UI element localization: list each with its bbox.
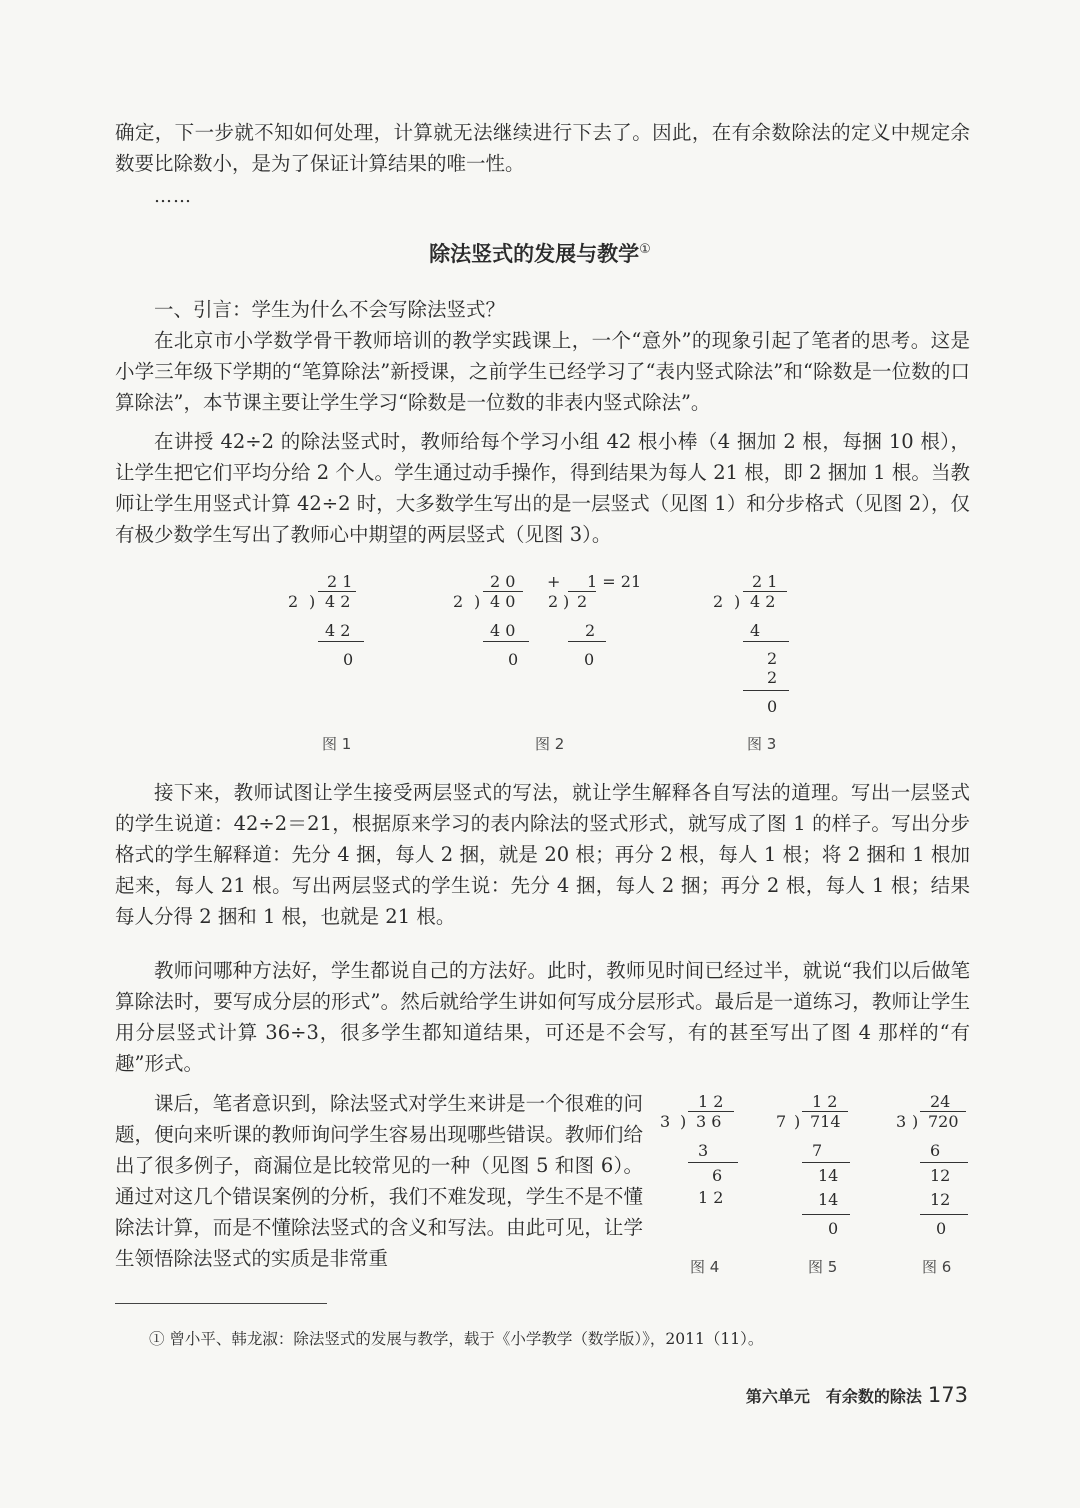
fig2-dividend-2: 2 [577,592,588,611]
fig3-subtrahend-2: 2 [767,668,778,687]
fig6-divisor: 3 [896,1112,907,1131]
fig2-plus: + [547,572,561,591]
paragraph-5: 课后，笔者意识到，除法竖式对学生来讲是一个很难的问题，便向来听课的教师询问学生容易出现哪些错误。教师们给出了很多例子，商漏位是比较常见的一种（见图 5 和图 6）。通过对这几个错误案例的分析，我们不难发现，学生不是不懂除法计算，而是不懂除法竖式的含义和写法。由此可见，让学生领悟除法竖式的实质是非常重 [115,1092,643,1270]
fig5-dividend: 714 [810,1112,841,1131]
fig2-divisor-2: 2 [548,592,559,611]
fig5-step-2: 14 [818,1190,839,1209]
fig2-caption: 图 2 [535,735,565,753]
fig5-line-1 [802,1162,850,1163]
fig2-subtrahend-1: 4 0 [490,621,516,640]
page-number: 173 [927,1383,968,1407]
fig2-divisor-1: 2 [453,592,464,611]
fig6-line-2 [920,1214,968,1215]
fig2-quotient-1: 2 0 [490,572,516,591]
fig3-bring-down: 2 [767,649,778,668]
page-footer [746,1383,968,1407]
fig2-remainder-2: 0 [584,650,595,669]
fig1-caption: 图 1 [322,735,352,753]
fig4-divisor: 3 [660,1112,671,1131]
ellipsis: …… [154,186,192,207]
paragraph-4: 教师问哪种方法好，学生都说自己的方法好。此时，教师见时间已经过半，就说“我们以后做笔算除法时，要写成分层的形式”。然后就给学生讲如何写成分层形式。最后是一道练习，教师让学生用分层竖式计算 36÷3，很多学生都知道结果，可还是不会写，有的甚至写出了图 4 那样的“有趣”形式。 [115,959,970,1075]
fig4-subtrahend: 3 [698,1141,709,1160]
figure-2 [450,570,650,720]
fig5-subtrahend: 7 [812,1141,823,1160]
fig2-line-1 [483,641,529,642]
fig3-quotient: 2 1 [752,572,778,591]
fig2-dividend-1: 4 0 [490,592,516,611]
fig5-remainder: 0 [828,1219,839,1238]
fig3-divisor: 2 [713,592,724,611]
fig6-step-1: 12 [930,1166,951,1185]
fig6-step-2: 12 [930,1190,951,1209]
paragraph-2: 在讲授 42÷2 的除法竖式时，教师给每个学习小组 42 根小棒（4 捆加 2 根，每捆 10 根），让学生把它们平均分给 2 个人。学生通过动手操作，得到结果为每人 21 根，即 2 捆加 1 根。当教师让学生用竖式计算 42÷2 时，大多数学生写出的是一层竖式（见图 1）和分步格式（见图 2），仅有极少数学生写出了教师心中期望的两层竖式（见图 3）。 [115,430,970,546]
fig5-quotient: 1 2 [812,1092,838,1111]
fig6-bracket: ) [912,1112,919,1131]
paragraph-3: 接下来，教师试图让学生接受两层竖式的写法，就让学生解释各自写法的道理。写出一层竖式的学生说道：42÷2＝21，根据原来学习的表内除法的竖式形式，就写成了图 1 的样子。写出分步格式的学生解释道：先分 4 捆，每人 2 捆，就是 20 根；再分 2 根，每人 1 根；将 2 捆和 1 根加起来，每人 21 根。写出两层竖式的学生说：先分 4 捆，每人 2 捆；再分 2 根，每人 1 根；结果每人分得 2 捆和 1 根，也就是 21 根。 [115,781,970,928]
fig1-line [318,641,364,642]
section-heading: 一、引言：学生为什么不会写除法竖式？ [154,298,506,321]
paragraph-1: 在北京市小学数学骨干教师培训的教学实践课上，一个“意外”的现象引起了笔者的思考。这是小学三年级下学期的“笔算除法”新授课，之前学生已经学习了“表内竖式除法”和“除数是一位数的口算除法”，本节课主要让学生学习“除数是一位数的非表内竖式除法”。 [115,329,970,414]
figure-3 [710,570,830,720]
footer-unit-title: 第六单元 有余数的除法 [745,1387,922,1406]
fig3-subtrahend: 4 [750,621,761,640]
fig2-bracket-2: ) [563,592,570,611]
figure-6 [892,1090,982,1250]
figure-4 [656,1090,766,1220]
fig3-line-2 [743,690,789,691]
footnote-divider [115,1303,327,1304]
fig2-bracket-1: ) [474,592,481,611]
fig4-dividend: 3 6 [696,1112,722,1131]
fig5-caption: 图 5 [808,1258,838,1276]
fig2-remainder-1: 0 [508,650,519,669]
fig3-dividend: 4 2 [750,592,776,611]
paragraph-top: 确定，下一步就不知如何处理，计算就无法继续进行下去了。因此，在有余数除法的定义中规定余数要比除数小，是为了保证计算结果的唯一性。 [115,121,970,175]
fig4-caption: 图 4 [690,1258,720,1276]
fig3-remainder: 0 [767,697,778,716]
fig1-dividend: 4 2 [325,592,351,611]
fig5-step-1: 14 [818,1166,839,1185]
fig6-dividend: 720 [928,1112,959,1131]
title-footnote-mark: ① [639,242,651,257]
footnote: ① 曾小平、韩龙淑：除法竖式的发展与教学，载于《小学教学（数学版）》，2011（11）。 [149,1330,764,1348]
figure-5 [772,1090,882,1250]
fig3-line-1 [743,641,789,642]
fig4-step-1: 6 [712,1166,723,1185]
fig4-line [688,1162,738,1163]
fig3-bracket: ) [734,592,741,611]
fig1-divisor: 2 [288,592,299,611]
fig6-caption: 图 6 [922,1258,952,1276]
article-title-text: 除法竖式的发展与教学 [429,242,640,266]
fig4-bracket: ) [680,1112,687,1131]
fig2-subtrahend-2: 2 [585,621,596,640]
fig6-remainder: 0 [936,1219,947,1238]
fig1-remainder: 0 [343,650,354,669]
fig1-bracket: ) [309,592,316,611]
fig1-subtrahend: 4 2 [325,621,351,640]
fig2-line-2 [568,641,606,642]
figure-1 [285,570,405,720]
fig6-quotient: 24 [930,1092,951,1111]
fig5-line-2 [802,1214,850,1215]
fig3-caption: 图 3 [747,735,777,753]
fig6-line-1 [920,1162,968,1163]
fig4-step-2: 1 2 [698,1188,724,1207]
fig6-subtrahend: 6 [930,1141,941,1160]
fig2-quotient-2: 1 = 21 [587,572,642,591]
fig5-bracket: ) [794,1112,801,1131]
fig4-quotient: 1 2 [698,1092,724,1111]
fig5-divisor: 7 [776,1112,787,1131]
article-title [0,238,1080,268]
fig1-quotient: 2 1 [327,572,353,591]
